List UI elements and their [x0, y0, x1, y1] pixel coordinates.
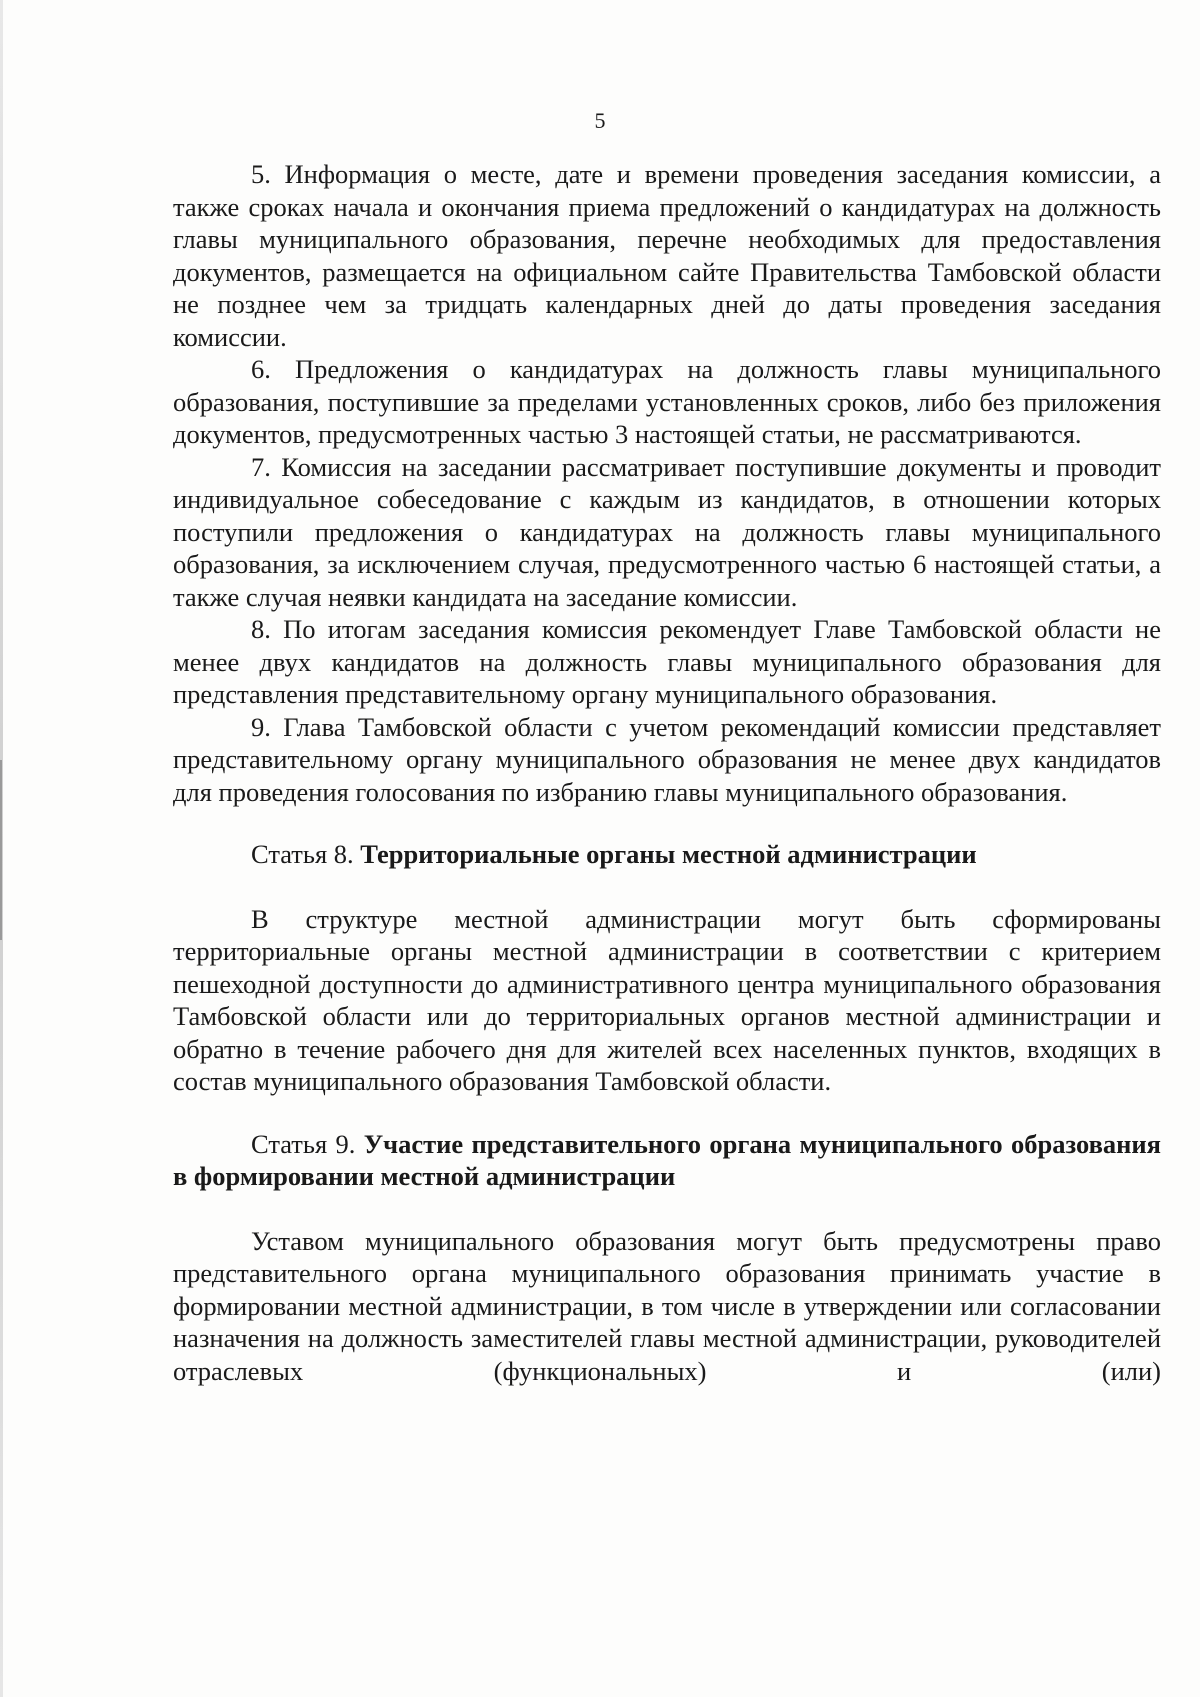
- article-9-prefix: Статья 9.: [251, 1128, 356, 1159]
- article-9-heading: [173, 1128, 1161, 1193]
- article-8-body: В структуре местной администрации могут быть сформированы территориальные органы местной администрации в соответствии с критерием пешеходной доступности до административного центра муниципального образования Тамбовской области или до территориальных органов местной администрации и обратно в течение рабочего дня для жителей всех населенных пунктов, входящих в состав муниципального образования Тамбовской области.: [173, 903, 1161, 1096]
- paragraph-6: 6. Предложения о кандидатурах на должность главы муниципального образования, поступившие за пределами установленных сроков, либо без приложения документов, предусмотренных частью 3 настоящей статьи, не рассматриваются.: [173, 354, 1161, 449]
- article-9-body: Уставом муниципального образования могут быть предусмотрены право представительного органа муниципального образования принимать участие в формировании местной администрации, в том числе в утверждении или согласовании назначения на должность заместителей главы местной администрации, руководителей отраслевых (функциональных) и (или): [173, 1225, 1161, 1386]
- paragraph-5: 5. Информация о месте, дате и времени проведения заседания комиссии, а также сроках начала и окончания приема предложений о кандидатурах на должность главы муниципального образования, перечне необходимых для предоставления документов, размещается на официальном сайте Правительства Тамбовской области не позднее чем за тридцать календарных дней до даты проведения заседания комиссии.: [173, 159, 1161, 352]
- article-9-title: Участие представительного органа муниципального образования в формировании местной администрации: [173, 1128, 1161, 1191]
- paragraph-8: 8. По итогам заседания комиссия рекомендует Главе Тамбовской области не менее двух кандидатов на должность главы муниципального образования для представления представительному органу муниципального образования.: [173, 614, 1161, 709]
- article-8-prefix: Статья 8.: [251, 839, 354, 869]
- scan-edge-mark: [0, 760, 2, 940]
- document-body: [173, 158, 1161, 1387]
- paragraph-7: 7. Комиссия на заседании рассматривает поступившие документы и проводит индивидуальное собеседование с каждым из кандидатов, в отношении которых поступили предложения о кандидатурах на должность главы муниципального образования, за исключением случая, предусмотренного частью 6 настоящей статьи, а также случая неявки кандидата на заседание комиссии.: [173, 451, 1161, 612]
- page-number: 5: [594, 108, 606, 133]
- paragraph-9: 9. Глава Тамбовской области с учетом рекомендаций комиссии представляет представительному органу муниципального образования не менее двух кандидатов для проведения голосования по избранию главы муниципального образования.: [173, 711, 1161, 807]
- article-8-heading: [173, 838, 1161, 871]
- article-8-title: Территориальные органы местной администрации: [360, 839, 977, 869]
